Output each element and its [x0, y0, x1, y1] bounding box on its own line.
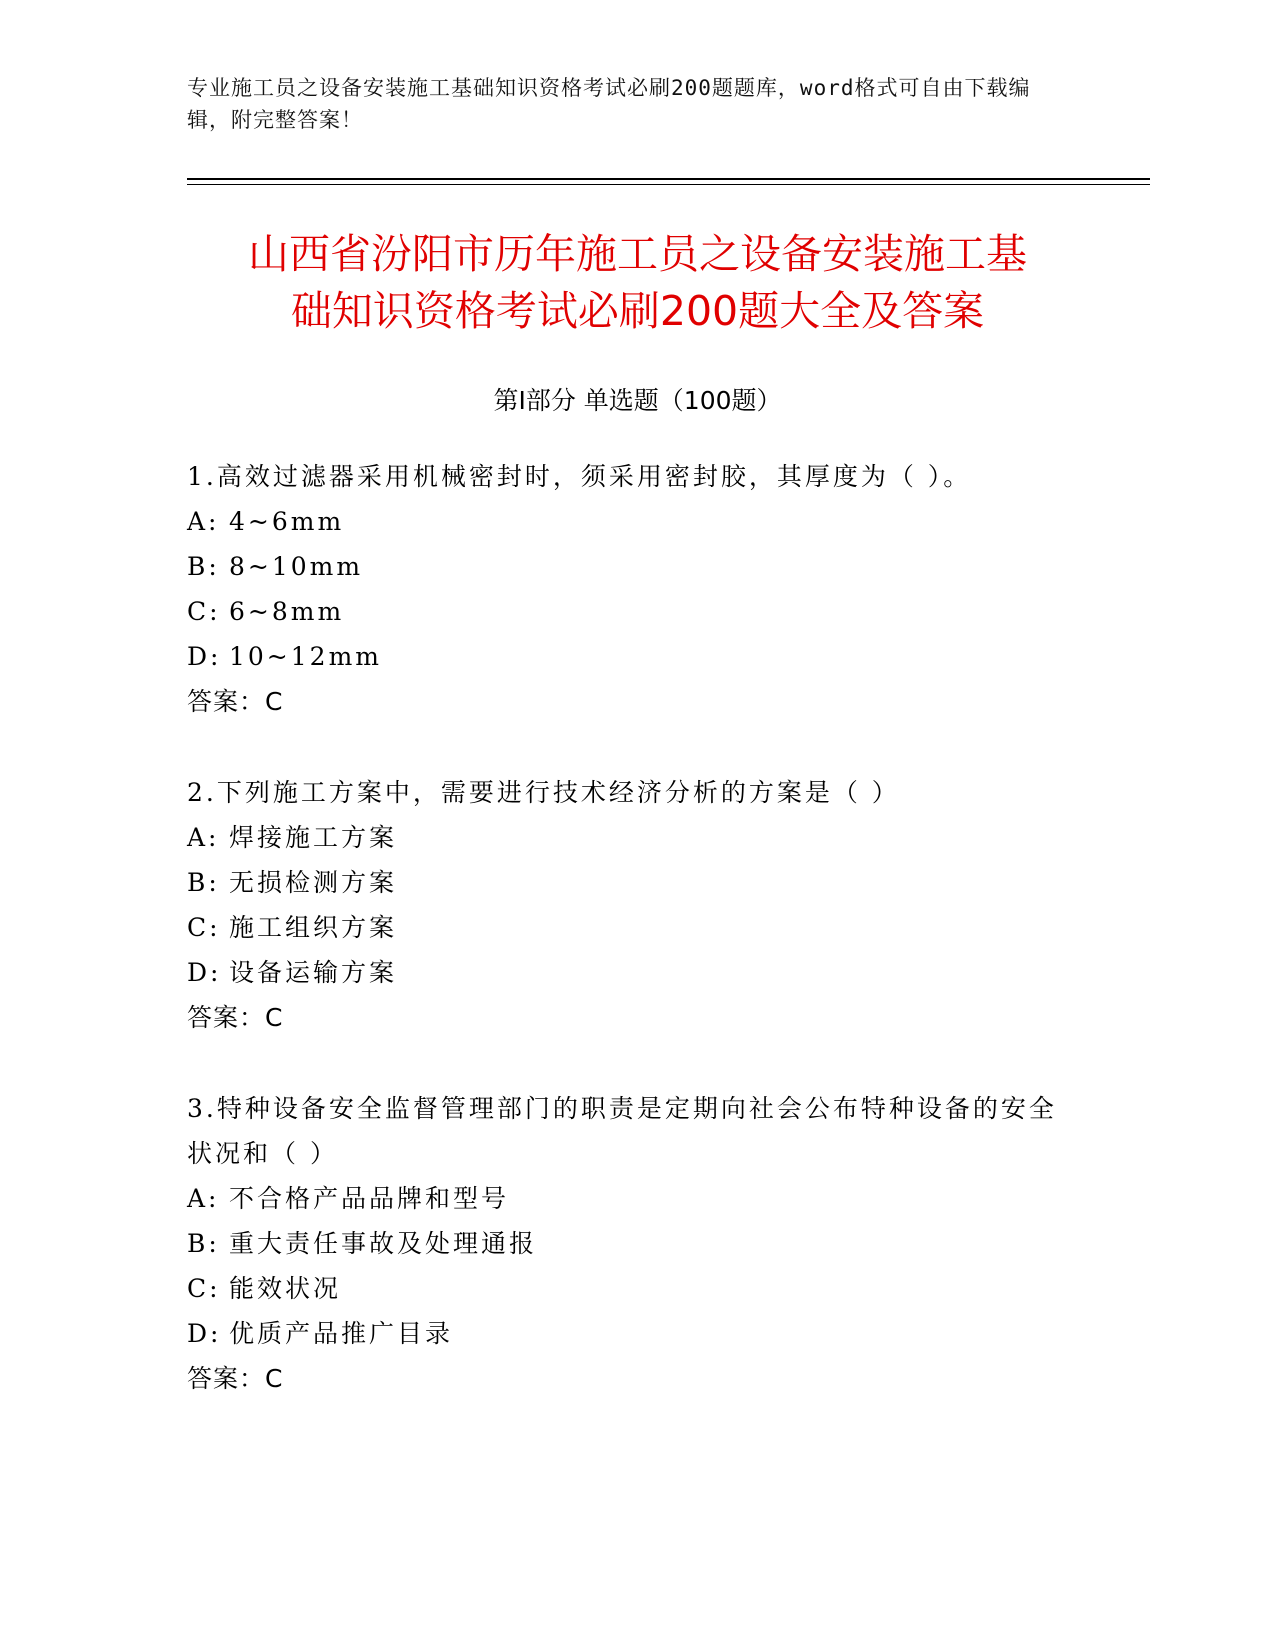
- option-letter: A:: [187, 823, 220, 852]
- option-b: [187, 544, 1067, 589]
- document-title-line-1: 山西省汾阳市历年施工员之设备安装施工基: [248, 230, 1027, 278]
- option-letter: C:: [187, 1274, 221, 1303]
- option-letter: B:: [187, 1229, 220, 1258]
- header-divider-thin: [187, 184, 1150, 185]
- option-c: [187, 589, 1067, 634]
- option-letter: B:: [187, 552, 220, 581]
- document-title-line-2: 础知识资格考试必刷200题大全及答案: [290, 287, 985, 335]
- option-text: 施工组织方案: [229, 913, 398, 942]
- option-d: [187, 634, 1067, 679]
- question-stem: 1.高效过滤器采用机械密封时，须采用密封胶，其厚度为（ ）。: [187, 462, 972, 491]
- option-text: 10~12mm: [229, 642, 382, 671]
- option-letter: A:: [187, 1184, 220, 1213]
- option-d: [187, 950, 1067, 995]
- question-stem: 2.下列施工方案中，需要进行技术经济分析的方案是（ ）: [187, 778, 900, 807]
- option-text: 优质产品推广目录: [229, 1319, 454, 1348]
- header-divider-thick: [187, 178, 1150, 180]
- document-title: [150, 226, 1125, 340]
- option-letter: B:: [187, 868, 220, 897]
- option-text: 设备运输方案: [229, 958, 398, 987]
- option-c: [187, 1266, 1067, 1311]
- section-heading: 第Ⅰ部分 单选题（100题）: [493, 386, 782, 415]
- option-b: [187, 1221, 1067, 1266]
- header-note: 专业施工员之设备安装施工基础知识资格考试必刷200题题库，word格式可自由下载编辑，附完整答案！: [187, 76, 1031, 132]
- option-text: 无损检测方案: [229, 868, 398, 897]
- option-letter: D:: [187, 642, 222, 671]
- question-3: [187, 1086, 1067, 1401]
- option-b: [187, 860, 1067, 905]
- option-text: 4~6mm: [229, 507, 345, 536]
- option-a: [187, 1176, 1067, 1221]
- option-letter: D:: [187, 958, 222, 987]
- option-c: [187, 905, 1067, 950]
- option-a: [187, 499, 1067, 544]
- question-2: [187, 770, 1067, 1040]
- option-text: 焊接施工方案: [229, 823, 398, 852]
- answer: 答案：C: [187, 687, 284, 716]
- option-text: 8~10mm: [229, 552, 364, 581]
- option-letter: A:: [187, 507, 220, 536]
- answer: 答案：C: [187, 1003, 284, 1032]
- option-text: 重大责任事故及处理通报: [229, 1229, 538, 1258]
- option-text: 不合格产品品牌和型号: [229, 1184, 510, 1213]
- question-stem: 3.特种设备安全监督管理部门的职责是定期向社会公布特种设备的安全状况和（ ）: [187, 1094, 1057, 1168]
- question-1: [187, 454, 1067, 724]
- option-letter: C:: [187, 913, 221, 942]
- option-letter: D:: [187, 1319, 222, 1348]
- option-letter: C:: [187, 597, 221, 626]
- option-text: 能效状况: [229, 1274, 342, 1303]
- option-a: [187, 815, 1067, 860]
- option-d: [187, 1311, 1067, 1356]
- answer: 答案：C: [187, 1364, 284, 1393]
- option-text: 6~8mm: [229, 597, 345, 626]
